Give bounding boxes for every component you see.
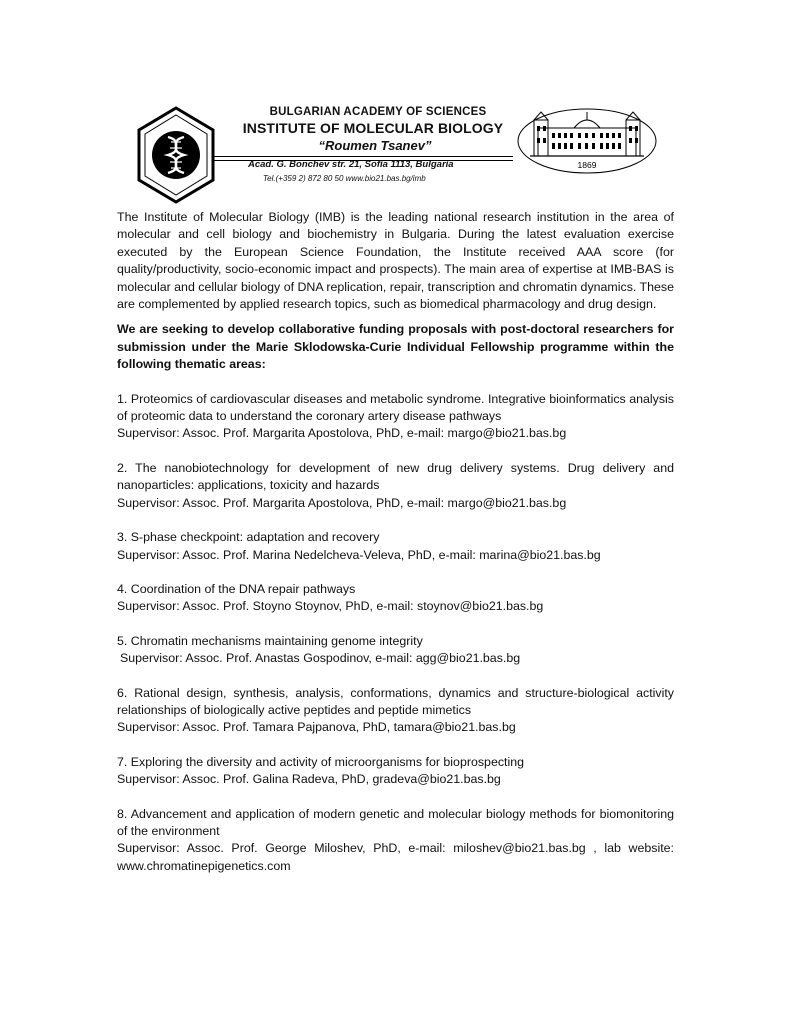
emblem-year: 1869 — [577, 160, 597, 170]
thematic-area-8 — [117, 806, 674, 876]
institute-name: INSTITUTE OF MOLECULAR BIOLOGY — [242, 120, 504, 136]
seeking-paragraph: We are seeking to develop collaborative funding proposals with post-doctoral researchers for submission under the Marie Sklodowska-Curie Individual Fellowship programme within the following thematic areas: — [117, 322, 674, 372]
supervisor-line: Supervisor: Assoc. Prof. Tamara Pajpanova, PhD, tamara@bio21.bas.bg — [117, 720, 516, 735]
thematic-area-title: 6. Rational design, synthesis, analysis, conformations, dynamics and structure-biological activity relationships of biologically active peptides and peptide mimetics — [117, 685, 674, 717]
thematic-area-title: 5. Chromatin mechanisms maintaining genome integrity — [117, 633, 423, 648]
thematic-area-title: 7. Exploring the diversity and activity of microorganisms for bioprospecting — [117, 754, 525, 769]
supervisor-line: Supervisor: Assoc. Prof. George Miloshev, PhD, e-mail: miloshev@bio21.bas.bg , lab website: www.chromatinepigenetics.com — [117, 841, 674, 873]
supervisor-line: Supervisor: Assoc. Prof. Galina Radeva, PhD, gradeva@bio21.bas.bg — [117, 772, 501, 787]
thematic-area-1 — [117, 391, 674, 443]
thematic-area-title: 4. Coordination of the DNA repair pathways — [117, 581, 356, 596]
thematic-area-title: 1. Proteomics of cardiovascular diseases and metabolic syndrome. Integrative bioinformatics analysis of proteomic data to understand the coronary artery disease pathways — [117, 391, 674, 424]
supervisor-line: Supervisor: Assoc. Prof. Margarita Apostolova, PhD, e-mail: margo@bio21.bas.bg — [117, 495, 567, 510]
supervisor-line: Supervisor: Assoc. Prof. Margarita Apostolova, PhD, e-mail: margo@bio21.bas.bg — [117, 426, 567, 441]
supervisor-line: Supervisor: Assoc. Prof. Stoyno Stoynov, PhD, e-mail: stoynov@bio21.bas.bg — [117, 599, 544, 614]
academy-building-emblem — [516, 106, 658, 176]
academy-name: BULGARIAN ACADEMY OF SCIENCES — [269, 106, 487, 118]
thematic-area-4 — [117, 581, 674, 616]
supervisor-line: Supervisor: Assoc. Prof. Anastas Gospodinov, e-mail: agg@bio21.bas.bg — [120, 651, 521, 666]
supervisor-line: Supervisor: Assoc. Prof. Marina Nedelcheva-Veleva, PhD, e-mail: marina@bio21.bas.bg — [117, 547, 601, 562]
intro-paragraph: The Institute of Molecular Biology (IMB) is the leading national research institution in the area of molecular and cell biology and biochemistry in Bulgaria. During the latest evaluation exercise executed by the European Science Foundation, the Institute received AAA score (for quality/productivity, socio-economic impact and prospects). The main area of expertise at IMB-BAS is molecular and cellular biology of DNA replication, repair, transcription and chromatin dynamics. These are complemented by applied research topics, such as biomedical pharmacology and drug design. — [117, 210, 674, 312]
institute-address: Acad. G. Bonchev str. 21, Sofia 1113, Bulgaria — [248, 159, 454, 170]
institute-patron: “Roumen Tsanev” — [318, 138, 432, 153]
institute-contacts: Tel.(+359 2) 872 80 50 www.bio21.bas.bg/imb — [263, 174, 426, 183]
letterhead-rule — [213, 156, 513, 157]
thematic-area-title: 8. Advancement and application of modern genetic and molecular biology methods for biomonitoring of the environment — [117, 806, 674, 838]
thematic-area-title: 3. S-phase checkpoint: adaptation and recovery — [117, 530, 380, 545]
thematic-area-5 — [117, 633, 674, 668]
thematic-area-2 — [117, 460, 674, 512]
institute-hexagon-logo — [136, 106, 216, 204]
thematic-area-6 — [117, 685, 674, 737]
thematic-area-7 — [117, 754, 674, 789]
document-body — [117, 209, 674, 892]
thematic-area-title: 2. The nanobiotechnology for development of new drug delivery systems. Drug delivery and nanoparticles: applications, toxicity and hazards — [117, 460, 674, 493]
thematic-area-3 — [117, 529, 674, 564]
